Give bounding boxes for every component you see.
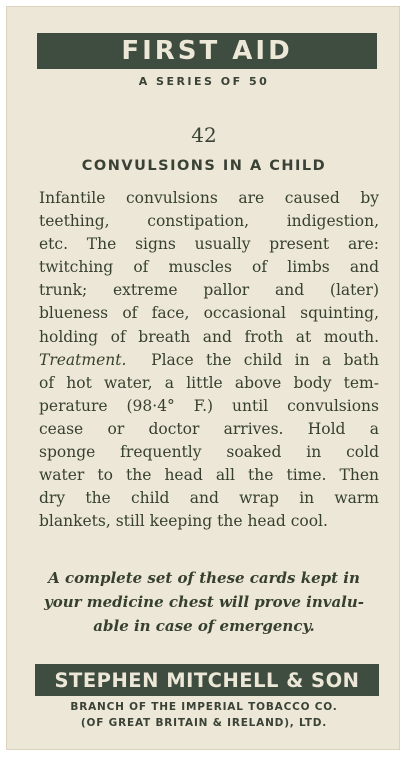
card-body-text (39, 187, 379, 533)
body-line: holding of breath and froth at mouth. (39, 327, 379, 346)
body-line: water to the head all the time. Then (39, 466, 379, 485)
collector-note (33, 566, 375, 638)
card-number: 42 (191, 123, 217, 147)
body-line: blueness of face, occasional squinting, (39, 304, 379, 323)
note-line: A complete set of these cards kept in (48, 569, 360, 587)
treatment-line (39, 349, 379, 372)
body-line: of hot water, a little above body tem- (39, 373, 379, 392)
body-line: cease or doctor arrives. Hold a (39, 419, 379, 438)
note-line: your medicine chest will prove invalu- (43, 593, 364, 611)
body-line: blankets, still keeping the head cool. (39, 512, 328, 531)
treatment-label: Treatment. (39, 350, 127, 369)
brand-name: STEPHEN MITCHELL & SON (54, 668, 360, 692)
cigarette-card (6, 6, 400, 750)
brand-banner (35, 664, 379, 696)
body-line: twitching of muscles of limbs and (39, 258, 379, 277)
note-line: able in case of emergency. (93, 617, 315, 635)
title-banner (37, 33, 377, 69)
brand-subline-1: BRANCH OF THE IMPERIAL TOBACCO CO. (70, 701, 338, 713)
body-line: etc. The signs usually present are: (39, 235, 379, 254)
body-line: sponge frequently soaked in cold (39, 443, 379, 462)
body-line: trunk; extreme pallor and (later) (39, 281, 379, 300)
treatment-first-line: Place the child in a bath (151, 350, 379, 369)
body-line: Infantile convulsions are caused by (39, 189, 379, 207)
brand-subline-2: (OF GREAT BRITAIN & IRELAND), LTD. (80, 717, 328, 729)
body-line: dry the child and wrap in warm (39, 489, 379, 508)
card-heading: CONVULSIONS IN A CHILD (81, 158, 327, 174)
body-line: perature (98·4° F.) until convulsions (39, 396, 379, 415)
card-title: FIRST AID (121, 36, 293, 66)
body-line: teething, constipation, indigestion, (39, 212, 379, 231)
series-label: A SERIES OF 50 (138, 75, 270, 88)
